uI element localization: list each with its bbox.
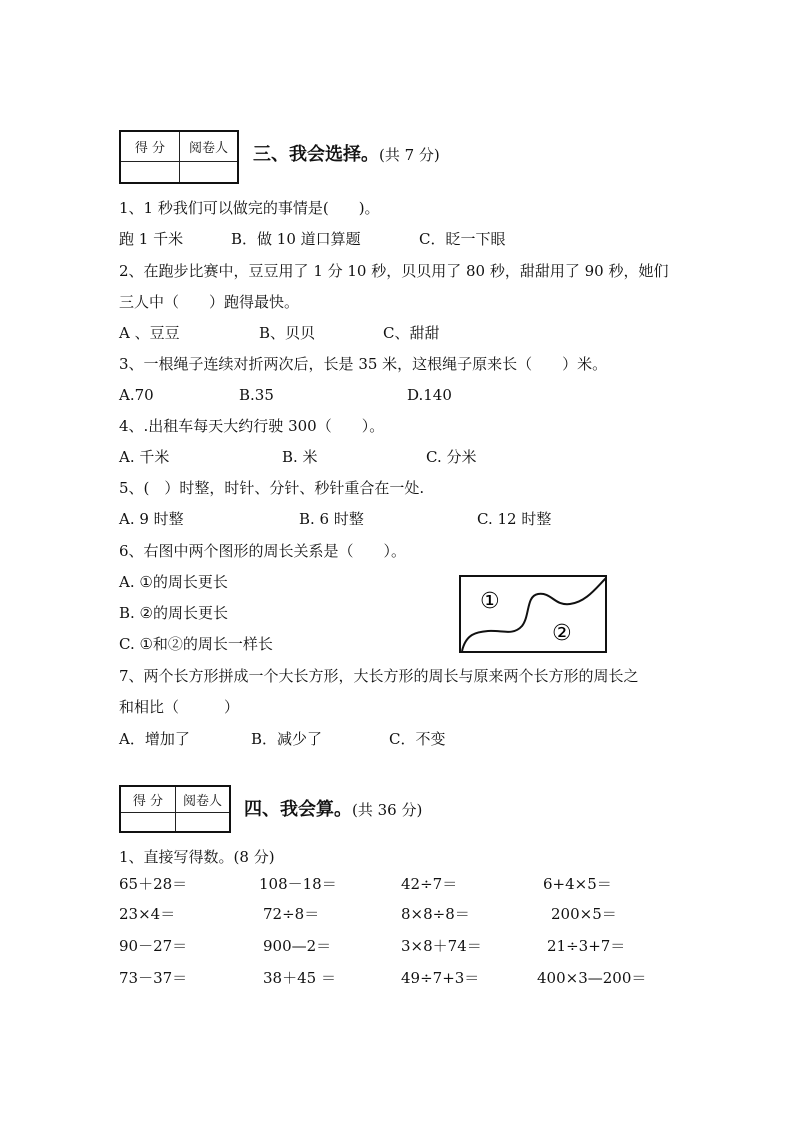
calc-item: 21÷3+7＝ [547,937,626,955]
section-title-text: 三、我会选择。 [253,144,379,165]
section-score-note: (共 36 分) [352,801,423,819]
calc-item: 49÷7+3＝ [401,969,480,987]
calc-item: 6+4×5＝ [543,875,612,893]
figure-rectangle [460,576,606,652]
calc-item: 3×8＋74＝ [401,937,482,955]
calc-item: 108－18＝ [259,875,337,893]
calc-heading: 1、直接写得数。(8 分) [119,848,275,866]
calc-item: 42÷7＝ [401,875,458,893]
grader-cell[interactable] [180,161,239,183]
score-cell[interactable] [120,161,180,183]
score-label: 得 分 [120,131,180,161]
calc-item: 200×5＝ [551,905,617,923]
q5-option-c[interactable]: C. 12 时整 [477,510,552,528]
q2-option-a[interactable]: A 、豆豆 [119,324,180,342]
question-2-line-2: 三人中（ ）跑得最快。 [119,293,300,311]
perimeter-figure [458,574,608,654]
question-7-line-2: 和相比（ ） [119,698,240,716]
calc-item: 90－27＝ [119,937,188,955]
score-label: 得 分 [120,786,176,812]
grader-label: 阅卷人 [176,786,231,812]
figure-label-2: ② [552,621,572,646]
q6-option-b[interactable]: B. ②的周长更长 [119,604,229,622]
q5-option-b[interactable]: B. 6 时整 [299,510,364,528]
calc-item: 65＋28＝ [119,875,188,893]
score-cell[interactable] [120,812,176,832]
calc-item: 72÷8＝ [263,905,320,923]
calc-item: 38＋45 ＝ [263,969,336,987]
question-7-line-1: 7、两个长方形拼成一个大长方形，大长方形的周长与原来两个长方形的周长之 [119,667,639,685]
grader-label: 阅卷人 [180,131,239,161]
q1-option-b[interactable]: B．做 10 道口算题 [231,230,361,248]
question-2-line-1: 2、在跑步比赛中，豆豆用了 1 分 10 秒，贝贝用了 80 秒，甜甜用了 90 秒，她们 [119,262,669,280]
section-score-note: (共 7 分) [379,146,440,164]
question-4: 4、.出租车每天大约行驶 300（ ）。 [119,417,385,435]
calc-item: 73－37＝ [119,969,188,987]
q7-option-b[interactable]: B．减少了 [251,730,323,748]
score-box [119,785,231,833]
q4-option-b[interactable]: B. 米 [282,448,318,466]
section-title [244,795,422,821]
grader-cell[interactable] [176,812,231,832]
calc-item: 400×3—200＝ [537,969,647,987]
calc-item: 23×4＝ [119,905,176,923]
q6-option-c[interactable]: C. ①和②的周长一样长 [119,635,273,653]
q1-option-a[interactable]: 跑 1 千米 [119,230,184,248]
q3-option-b[interactable]: B.35 [239,386,274,404]
q6-option-a[interactable]: A. ①的周长更长 [119,573,228,591]
q7-option-a[interactable]: A．增加了 [119,730,190,748]
q7-option-c[interactable]: C．不变 [389,730,446,748]
q5-option-a[interactable]: A. 9 时整 [119,510,184,528]
question-3: 3、一根绳子连续对折两次后，长是 35 米，这根绳子原来长（ ）米。 [119,355,608,373]
q2-option-b[interactable]: B、贝贝 [259,324,316,342]
q2-option-c[interactable]: C、甜甜 [383,324,440,342]
q4-option-a[interactable]: A. 千米 [119,448,170,466]
q4-option-c[interactable]: C. 分米 [426,448,477,466]
question-1: 1、1 秒我们可以做完的事情是( )。 [119,199,380,217]
question-6: 6、右图中两个图形的周长关系是（ ）。 [119,542,407,560]
section-title [253,140,440,166]
calc-item: 8×8÷8＝ [401,905,470,923]
question-5: 5、( ）时整，时针、分针、秒针重合在一处. [119,479,425,497]
q3-option-d[interactable]: D.140 [407,386,452,404]
calc-item: 900—2＝ [263,937,332,955]
section-title-text: 四、我会算。 [244,799,352,820]
q1-option-c[interactable]: C．眨一下眼 [419,230,506,248]
q3-option-a[interactable]: A.70 [119,386,154,404]
score-box [119,130,239,184]
figure-label-1: ① [480,589,500,614]
